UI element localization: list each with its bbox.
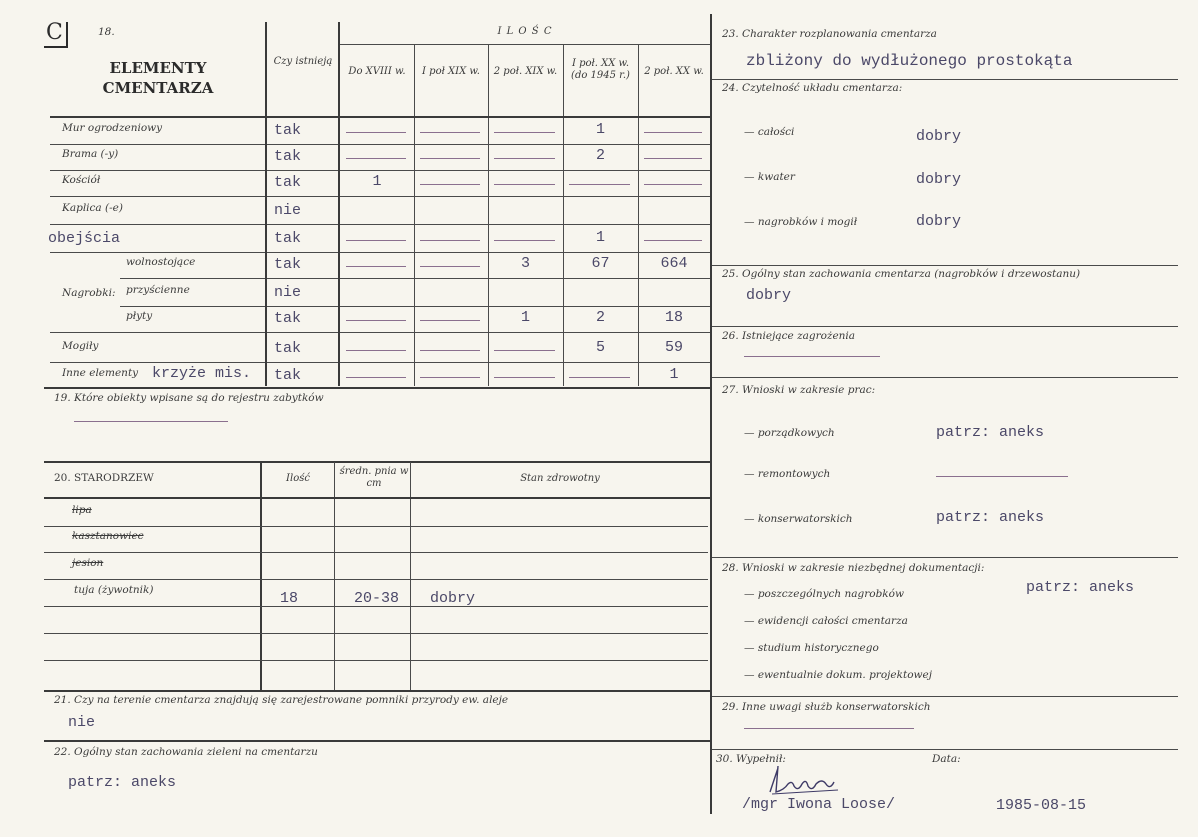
s18-row-label: przyścienne (126, 284, 190, 296)
card-letter-underline (44, 46, 66, 48)
s18-col-exists: Czy istnieją (273, 56, 333, 67)
s18-cell-value: 18 (664, 309, 683, 326)
s20-row-rule (44, 606, 708, 607)
s18-row-rule (120, 278, 710, 279)
s21-label: 21. Czy na terenie cmentarza znajdują się zarejestrowane pomniki przyrody ew. aleje (54, 694, 509, 706)
period-divider-1 (414, 44, 415, 386)
s24-item-3-label: — nagrobków i mogił (744, 216, 858, 228)
s18-cell-dash (420, 377, 480, 378)
s18-cell-dash (420, 350, 480, 351)
s20-row-name: tuja (żywotnik) (74, 584, 154, 596)
s18-row-label: Kaplica (-e) (62, 202, 123, 214)
s18-cell-dash (346, 240, 406, 241)
s18-cell-dash (346, 158, 406, 159)
s18-cell-dash (644, 240, 702, 241)
s18-cell-dash (420, 266, 480, 267)
period-divider-4 (638, 44, 639, 386)
s18-cell-value: 3 (520, 255, 530, 272)
s28-bottom-rule (712, 696, 1178, 697)
s18-title-line1: ELEMENTY (109, 59, 207, 77)
s23-value: zbliżony do wydłużonego prostokąta (746, 52, 1073, 70)
s18-row-exists: tak (274, 230, 302, 247)
s28-label: 28. Wnioski w zakresie niezbędnej dokumentacji: (722, 562, 985, 574)
s22-top-rule (44, 740, 710, 742)
s18-row-label: obejścia (48, 230, 121, 247)
s28-item-1: — poszczególnych nagrobków (744, 588, 904, 600)
s20-row-name: kasztanowiec (72, 530, 144, 542)
s20-cell-diam: 20-38 (354, 590, 400, 607)
s20-cell-qty: 18 (280, 590, 299, 607)
s18-cell-value: 2 (595, 309, 605, 326)
s18-row-exists: tak (274, 340, 302, 357)
s24-item-3-value: dobry (916, 213, 962, 230)
s27-bottom-rule (712, 557, 1178, 558)
s24-item-2-value: dobry (916, 171, 962, 188)
s18-cell-value: 5 (595, 339, 605, 356)
s18-row-label: Mogiły (62, 340, 99, 352)
s18-title-line2: CMENTARZA (102, 79, 214, 97)
period-header-5: 2 poł. XX w. (644, 66, 704, 77)
s30-date: 1985-08-15 (996, 797, 1087, 814)
s20-col-qty: Ilość (286, 473, 310, 484)
s18-cell-dash (346, 320, 406, 321)
s18-title (96, 58, 220, 98)
s27-item-1-label: — porządkowych (744, 427, 835, 439)
s22-value: patrz: aneks (68, 774, 177, 791)
s18-cell-dash (494, 158, 555, 159)
main-vertical-divider (710, 14, 712, 814)
period-header-4: I poł. XX w. (do 1945 r.) (571, 58, 630, 81)
s18-cell-value: 664 (660, 255, 688, 272)
s18-row-rule (50, 224, 710, 225)
s24-item-2-label: — kwater (744, 171, 795, 183)
period-header-1: Do XVIII w. (348, 66, 406, 77)
s18-cell-dash (420, 158, 480, 159)
s20-row-name: lipa (72, 504, 92, 516)
s18-cell-dash (569, 184, 630, 185)
s20-col-health: Stan zdrowotny (520, 473, 600, 484)
s18-cell-dash (494, 184, 555, 185)
s18-cell-dash (494, 350, 555, 351)
period-divider-2 (488, 44, 489, 386)
s28-value: patrz: aneks (1026, 579, 1135, 596)
s18-cell-dash (420, 184, 480, 185)
s18-row-exists: tak (274, 367, 302, 384)
s20-row-name: jesion (72, 557, 104, 569)
nagrobki-label: Nagrobki: (62, 287, 116, 299)
s19-dash (74, 421, 228, 422)
s19-top-rule (44, 387, 710, 389)
s18-row-rule (50, 196, 710, 197)
s18-cell-dash (644, 132, 702, 133)
s18-divider-exists (338, 22, 340, 386)
s18-cell-dash (644, 184, 702, 185)
s18-qty-rule (340, 44, 710, 45)
s20-row-rule (44, 633, 708, 634)
s27-label: 27. Wnioski w zakresie prac: (722, 384, 876, 396)
s18-row-exists: tak (274, 256, 302, 273)
card-letter: C (46, 20, 63, 45)
s18-row-exists: nie (274, 284, 302, 301)
s18-cell-value: 1 (372, 173, 382, 190)
s20-row-rule (44, 579, 708, 580)
s18-row-extra: krzyże mis. (152, 365, 252, 382)
s18-row-rule (120, 306, 710, 307)
s27-item-1-value: patrz: aneks (936, 424, 1045, 441)
s22-label: 22. Ogólny stan zachowania zieleni na cmentarzu (54, 746, 318, 758)
s26-dash (744, 356, 880, 357)
s18-cell-dash (644, 158, 702, 159)
s25-value: dobry (746, 287, 792, 304)
s18-divider-left (265, 22, 267, 386)
s18-header-bottom (50, 116, 710, 118)
s18-cell-dash (346, 377, 406, 378)
card-letter-bar (66, 22, 68, 48)
s18-row-label: Brama (-y) (62, 148, 119, 160)
s20-row-rule (44, 526, 708, 527)
s28-item-2: — ewidencji całości cmentarza (744, 615, 908, 627)
s24-bottom-rule (712, 265, 1178, 266)
s18-cell-value: 59 (664, 339, 683, 356)
s27-item-2-label: — remontowych (744, 468, 831, 480)
s18-row-rule (50, 144, 710, 145)
s18-row-label: wolnostojące (126, 256, 196, 268)
s18-row-exists: tak (274, 122, 302, 139)
s18-row-rule (50, 332, 710, 333)
s27-item-3-label: — konserwatorskich (744, 513, 853, 525)
s20-cell-health: dobry (430, 590, 476, 607)
s26-bottom-rule (712, 377, 1178, 378)
s18-cell-dash (346, 350, 406, 351)
s19-label: 19. Które obiekty wpisane są do rejestru zabytków (54, 392, 324, 404)
s29-label: 29. Inne uwagi służb konserwatorskich (722, 701, 931, 713)
s18-number: 18. (98, 26, 115, 38)
s26-label: 26. Istniejące zagrożenia (722, 330, 856, 342)
s29-dash (744, 728, 914, 729)
s25-label: 25. Ogólny stan zachowania cmentarza (nagrobków i drzewostanu) (722, 268, 1081, 280)
period-divider-3 (563, 44, 564, 386)
s29-bottom-rule (712, 749, 1178, 750)
s27-item-2-dash (936, 476, 1068, 477)
s18-cell-value: 1 (520, 309, 530, 326)
s18-cell-value: 1 (669, 366, 679, 383)
s30-label: 30. Wypełnił: (716, 753, 786, 765)
s20-row-rule (44, 660, 708, 661)
s20-col-diam: średn. pnia w cm (339, 466, 409, 489)
s30-date-label: Data: (932, 753, 961, 765)
s18-qty-header: I L O Ś C (497, 26, 553, 37)
s18-row-label: Kościół (62, 174, 101, 186)
s18-row-label: Inne elementy (62, 367, 139, 379)
s20-header-bottom (44, 497, 710, 499)
period-header-3: 2 poł. XIX w. (493, 66, 558, 77)
s18-cell-dash (494, 132, 555, 133)
s18-row-exists: tak (274, 174, 302, 191)
s18-row-exists: nie (274, 202, 302, 219)
s18-cell-dash (420, 240, 480, 241)
s24-label: 24. Czytelność układu cmentarza: (722, 82, 903, 94)
signature (764, 762, 844, 796)
s20-top-rule (44, 461, 710, 463)
s24-item-1-value: dobry (916, 128, 962, 145)
s18-cell-value: 1 (595, 121, 605, 138)
s18-row-exists: tak (274, 310, 302, 327)
s18-row-label: Mur ogrodzeniowy (62, 122, 163, 134)
s18-row-rule (50, 252, 710, 253)
s18-row-rule (50, 170, 710, 171)
s18-cell-dash (420, 132, 480, 133)
s28-item-4: — ewentualnie dokum. projektowej (744, 669, 932, 681)
period-header-2: I poł XIX w. (422, 66, 480, 77)
s18-row-exists: tak (274, 148, 302, 165)
s23-bottom-rule (712, 79, 1178, 80)
s18-cell-dash (346, 266, 406, 267)
s18-row-rule (50, 362, 710, 363)
s18-cell-dash (494, 240, 555, 241)
s20-row-rule (44, 552, 708, 553)
s18-cell-dash (569, 377, 630, 378)
s18-cell-dash (420, 320, 480, 321)
s18-cell-value: 1 (595, 229, 605, 246)
s23-label: 23. Charakter rozplanowania cmentarza (722, 28, 937, 40)
s28-item-3: — studium historycznego (744, 642, 879, 654)
s18-cell-value: 2 (595, 147, 605, 164)
s30-name: /mgr Iwona Loose/ (742, 796, 896, 813)
s20-label: 20. STARODRZEW (54, 472, 154, 484)
s18-cell-dash (346, 132, 406, 133)
s18-cell-value: 67 (591, 255, 610, 272)
s27-item-3-value: patrz: aneks (936, 509, 1045, 526)
s21-value: nie (68, 714, 96, 731)
s25-bottom-rule (712, 326, 1178, 327)
signature-scribble (764, 762, 844, 796)
s21-top-rule (44, 690, 710, 692)
s18-cell-dash (494, 377, 555, 378)
s24-item-1-label: — całości (744, 126, 795, 138)
s18-row-label: płyty (126, 310, 153, 322)
